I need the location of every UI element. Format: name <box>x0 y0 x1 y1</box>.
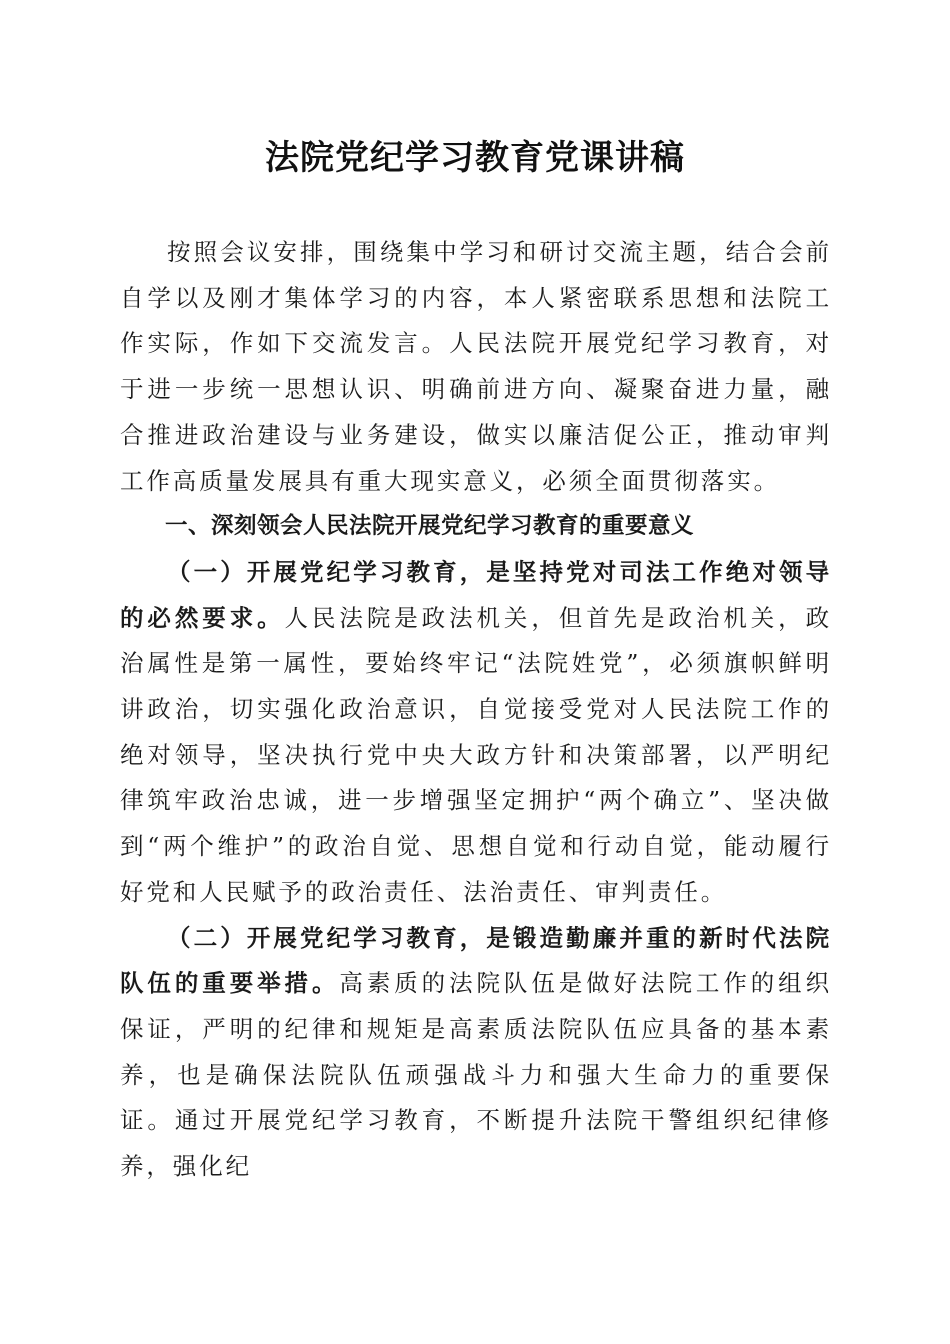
intro-paragraph: 按照会议安排，围绕集中学习和研讨交流主题，结合会前自学以及刚才集体学习的内容，本人紧密联系思想和法院工作实际，作如下交流发言。人民法院开展党纪学习教育，对于进一步统一思想认识、明确前进方向、凝聚奋进力量，融合推进政治建设与业务建设，做实以廉洁促公正，推动审判工作高质量发展具有重大现实意义，必须全面贯彻落实。 <box>120 238 832 495</box>
section-heading: 一、深刻领会人民法院开展党纪学习教育的重要意义 <box>165 513 695 540</box>
point-2-text: 高素质的法院队伍是做好法院工作的组织保证，严明的纪律和规矩是高素质法院队伍应具备的基本素养，也是确保法院队伍顽强战斗力和强大生命力的重要保证。通过开展党纪学习教育，不断提升法院干警组织纪律修养，强化纪 <box>120 969 832 1181</box>
point-paragraph-1 <box>120 550 832 916</box>
point-paragraph-2 <box>120 916 832 1190</box>
document-body <box>120 230 832 1190</box>
document-title: 法院党纪学习教育党课讲稿 <box>265 138 685 178</box>
point-2-lead: （二）开展党纪学习教育，是锻造勤廉并重的新时代法院队伍的重要举措。 <box>120 923 832 998</box>
point-1-lead: （一）开展党纪学习教育，是坚持党对司法工作绝对领导的必然要求。 <box>120 557 832 632</box>
point-1-text: 人民法院是政法机关，但首先是政治机关，政治属性是第一属性，要始终牢记“法院姓党”，必须旗帜鲜明讲政治，切实强化政治意识，自觉接受党对人民法院工作的绝对领导，坚决执行党中央大政方针和决策部署，以严明纪律筑牢政治忠诚，进一步增强坚定拥护“两个确立”、坚决做到“两个维护”的政治自觉、思想自觉和行动自觉，能动履行好党和人民赋予的政治责任、法治责任、审判责任。 <box>120 603 832 906</box>
